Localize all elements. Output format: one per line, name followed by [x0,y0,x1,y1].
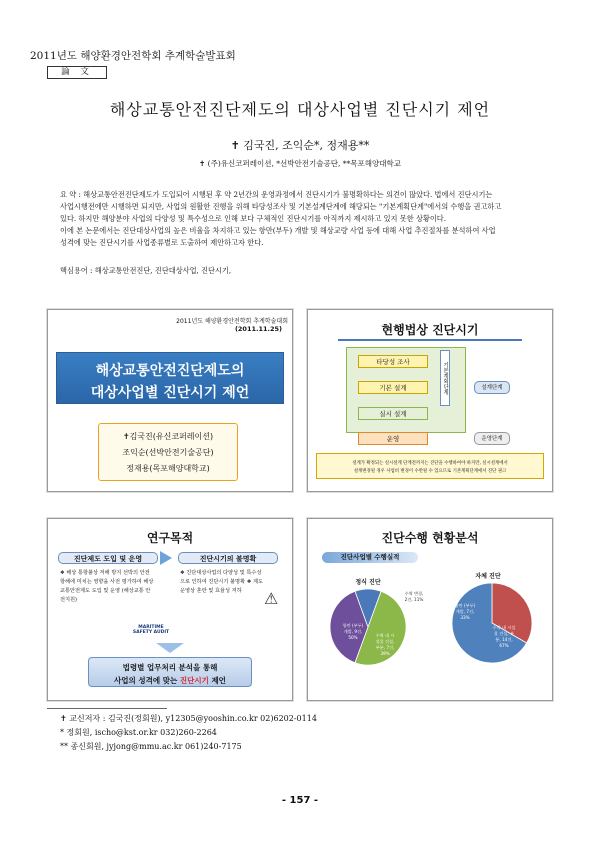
slide3-right-body: ❖ 진단대상사업의 다양성 및 특수성으로 인하여 진단시기 불명확 ❖ 제도운영상 혼란 및 효율성 저하 [180,570,264,594]
slide1-author: 정재용(목포해양대학교) [126,464,210,473]
slide3-bottom-text: 제언 [208,676,226,685]
affiliations: ✝ (주)유신코퍼레이션, *선박안전기술공단, **목포해양대학교 [199,159,401,168]
conference-header: 2011년도 해양환경안전학회 추계학술발표회 [30,50,236,62]
slide4-chart-right-title: 자체 진단 [475,573,501,580]
slide2-title: 현행법상 진단시기 [381,323,479,337]
page-number: - 157 - [281,795,319,806]
footnote: * 정회원, ischo@kst.or.kr 032)260-2264 [60,728,217,737]
abstract-line: 있다. 하지만 해양분야 사업의 다양성 및 특수성으로 인해 보다 구체적인 진단시기를 아직까지 제시하고 있지 못한 상황이다. [60,214,447,223]
paper-title: 해상교통안전진단제도의 대상사업별 진단시기 제언 [109,100,491,119]
slide2-right-label: 운영단계 [474,432,510,445]
slide3-logo-line: SAFETY AUDIT [132,630,170,635]
slide4-pie-label: 수역 내 시설물 건설, 부분, 14건, 67% [492,625,516,648]
abstract-line: 요 약 : 해상교통안전진단제도가 도입되어 시행된 후 약 2년간의 운영과정에서 진단시기가 불명확하다는 의견이 많았다. 법에서 진단시기는 [60,190,493,199]
slide1-author-box [98,423,238,481]
slide3-arrow [160,551,172,565]
slide3-down-arrow [156,643,184,653]
footnote-rule [47,708,167,709]
footnote: ** 종신회원, jyjong@mmu.ac.kr 061)240-7175 [60,742,242,751]
slide3-bottom-line2 [89,675,251,686]
slide2-right-label: 설계단계 [474,381,510,394]
slide2-title-rule [338,339,522,341]
slide3-logo-line: MARITIME [138,625,164,630]
slide4-chart-left-title: 정식 진단 [355,579,381,586]
slide-research-purpose [47,518,293,701]
slide1-conf: 2011년도 해양환경안전학회 추계학술대회 [176,318,288,325]
slide2-step: 운영 [358,432,428,445]
slide1-author: ✝김국진(유신코퍼레이션) [122,432,214,441]
slide3-warning-icon: ⚠ [264,589,279,608]
slide2-step: 타당성 조사 [358,355,428,368]
slide3-logo [126,625,176,641]
slide1-title-band [56,352,284,404]
slide1-author: 조익순(선박안전기술공단) [122,448,214,457]
type-tag: 論 文 [47,66,107,79]
slide2-step: 실시 설계 [358,407,428,420]
slide3-right-head: 진단시기의 불명확 [178,552,278,564]
slide3-bottom-emph: 진단시기 [179,676,209,685]
slide3-bottom-line: 법령별 업무처리 분석을 통해 [122,663,218,672]
slide4-pie-label: 수역 변경, 2건, 11% [404,591,424,602]
slide3-bottom-box [88,657,252,687]
slide3-left-body: ❖ 해상 통항불상 저해 방지 선박의 안전항해에 미치는 영향을 사전 평가하여 해상 교통안전제도 도입 및 운영 (해상교통 안전지원) [60,570,154,603]
slide3-bottom-text: 사업의 성격에 맞는 [114,676,180,685]
slide2-step: 기본 설계 [358,381,428,394]
slide1-title-line1: 해상교통안전진단제도의 [95,363,245,379]
keywords: 핵심용어 : 해상교통안전진단, 진단대상사업, 진단시기, [60,266,232,275]
slide4-pie-label: 항만 (부두) 개발, 9건, 50% [342,623,364,640]
slide3-left-head: 진단제도 도입 및 운영 [58,552,158,564]
slide3-title: 연구목적 [146,531,194,545]
slide2-side-vertical: 기본계획단계 [440,350,450,406]
abstract-line: 성격에 맞는 진단시기를 사업종류별로 도출하여 제안하고자 한다. [60,238,264,247]
abstract [60,189,554,249]
abstract-line: 사업시행전에만 시행하면 되지만, 사업의 원활한 진행을 위해 타당성조사 및 기본설계단계에 해당되는 "기본계획단계"에서의 수행을 권고하고 [60,202,502,211]
slide4-pie-label: 수역 내 시설물 건설, 부분, 7건, 39% [375,633,395,656]
abstract-line: 이에 본 논문에서는 진단대상사업의 높은 비율을 차지하고 있는 항만(부두) 개발 및 해상교량 사업 등에 대해 사업 추진절차를 분석하여 사업 [60,226,496,235]
slide4-title: 진단수행 현황분석 [381,531,479,545]
authors: ✝ 김국진, 조익순*, 정재용** [230,139,370,152]
slide2-note-line: 설계가 확정되는 실시설계 단계전까지는 진단을 수행하여야 하지만, 실시설계에서 [352,461,508,466]
slide2-note-line: 설계변경될 경우 사업비 변경이 수반될 수 있으므로 기본계획단계에서 진단 권고 [353,469,507,474]
footnote: ✝ 교신저자 : 김국진(정회원), y12305@yooshin.co.kr 02)6202-0114 [60,714,317,723]
slide2-note [316,453,544,479]
slide1-date: (2011.11.25) [234,325,282,333]
slide4-ribbon: 진단사업별 수행실적 [322,552,418,563]
slide1-title-line2: 대상사업별 진단시기 제언 [90,385,250,401]
slide4-pie-label: 항만 (부두) 개발, 7건, 33% [454,603,476,620]
pie-charts [308,519,552,700]
slide-current-law [307,309,553,492]
slide-title [47,309,293,492]
slide-status-analysis [307,518,553,701]
